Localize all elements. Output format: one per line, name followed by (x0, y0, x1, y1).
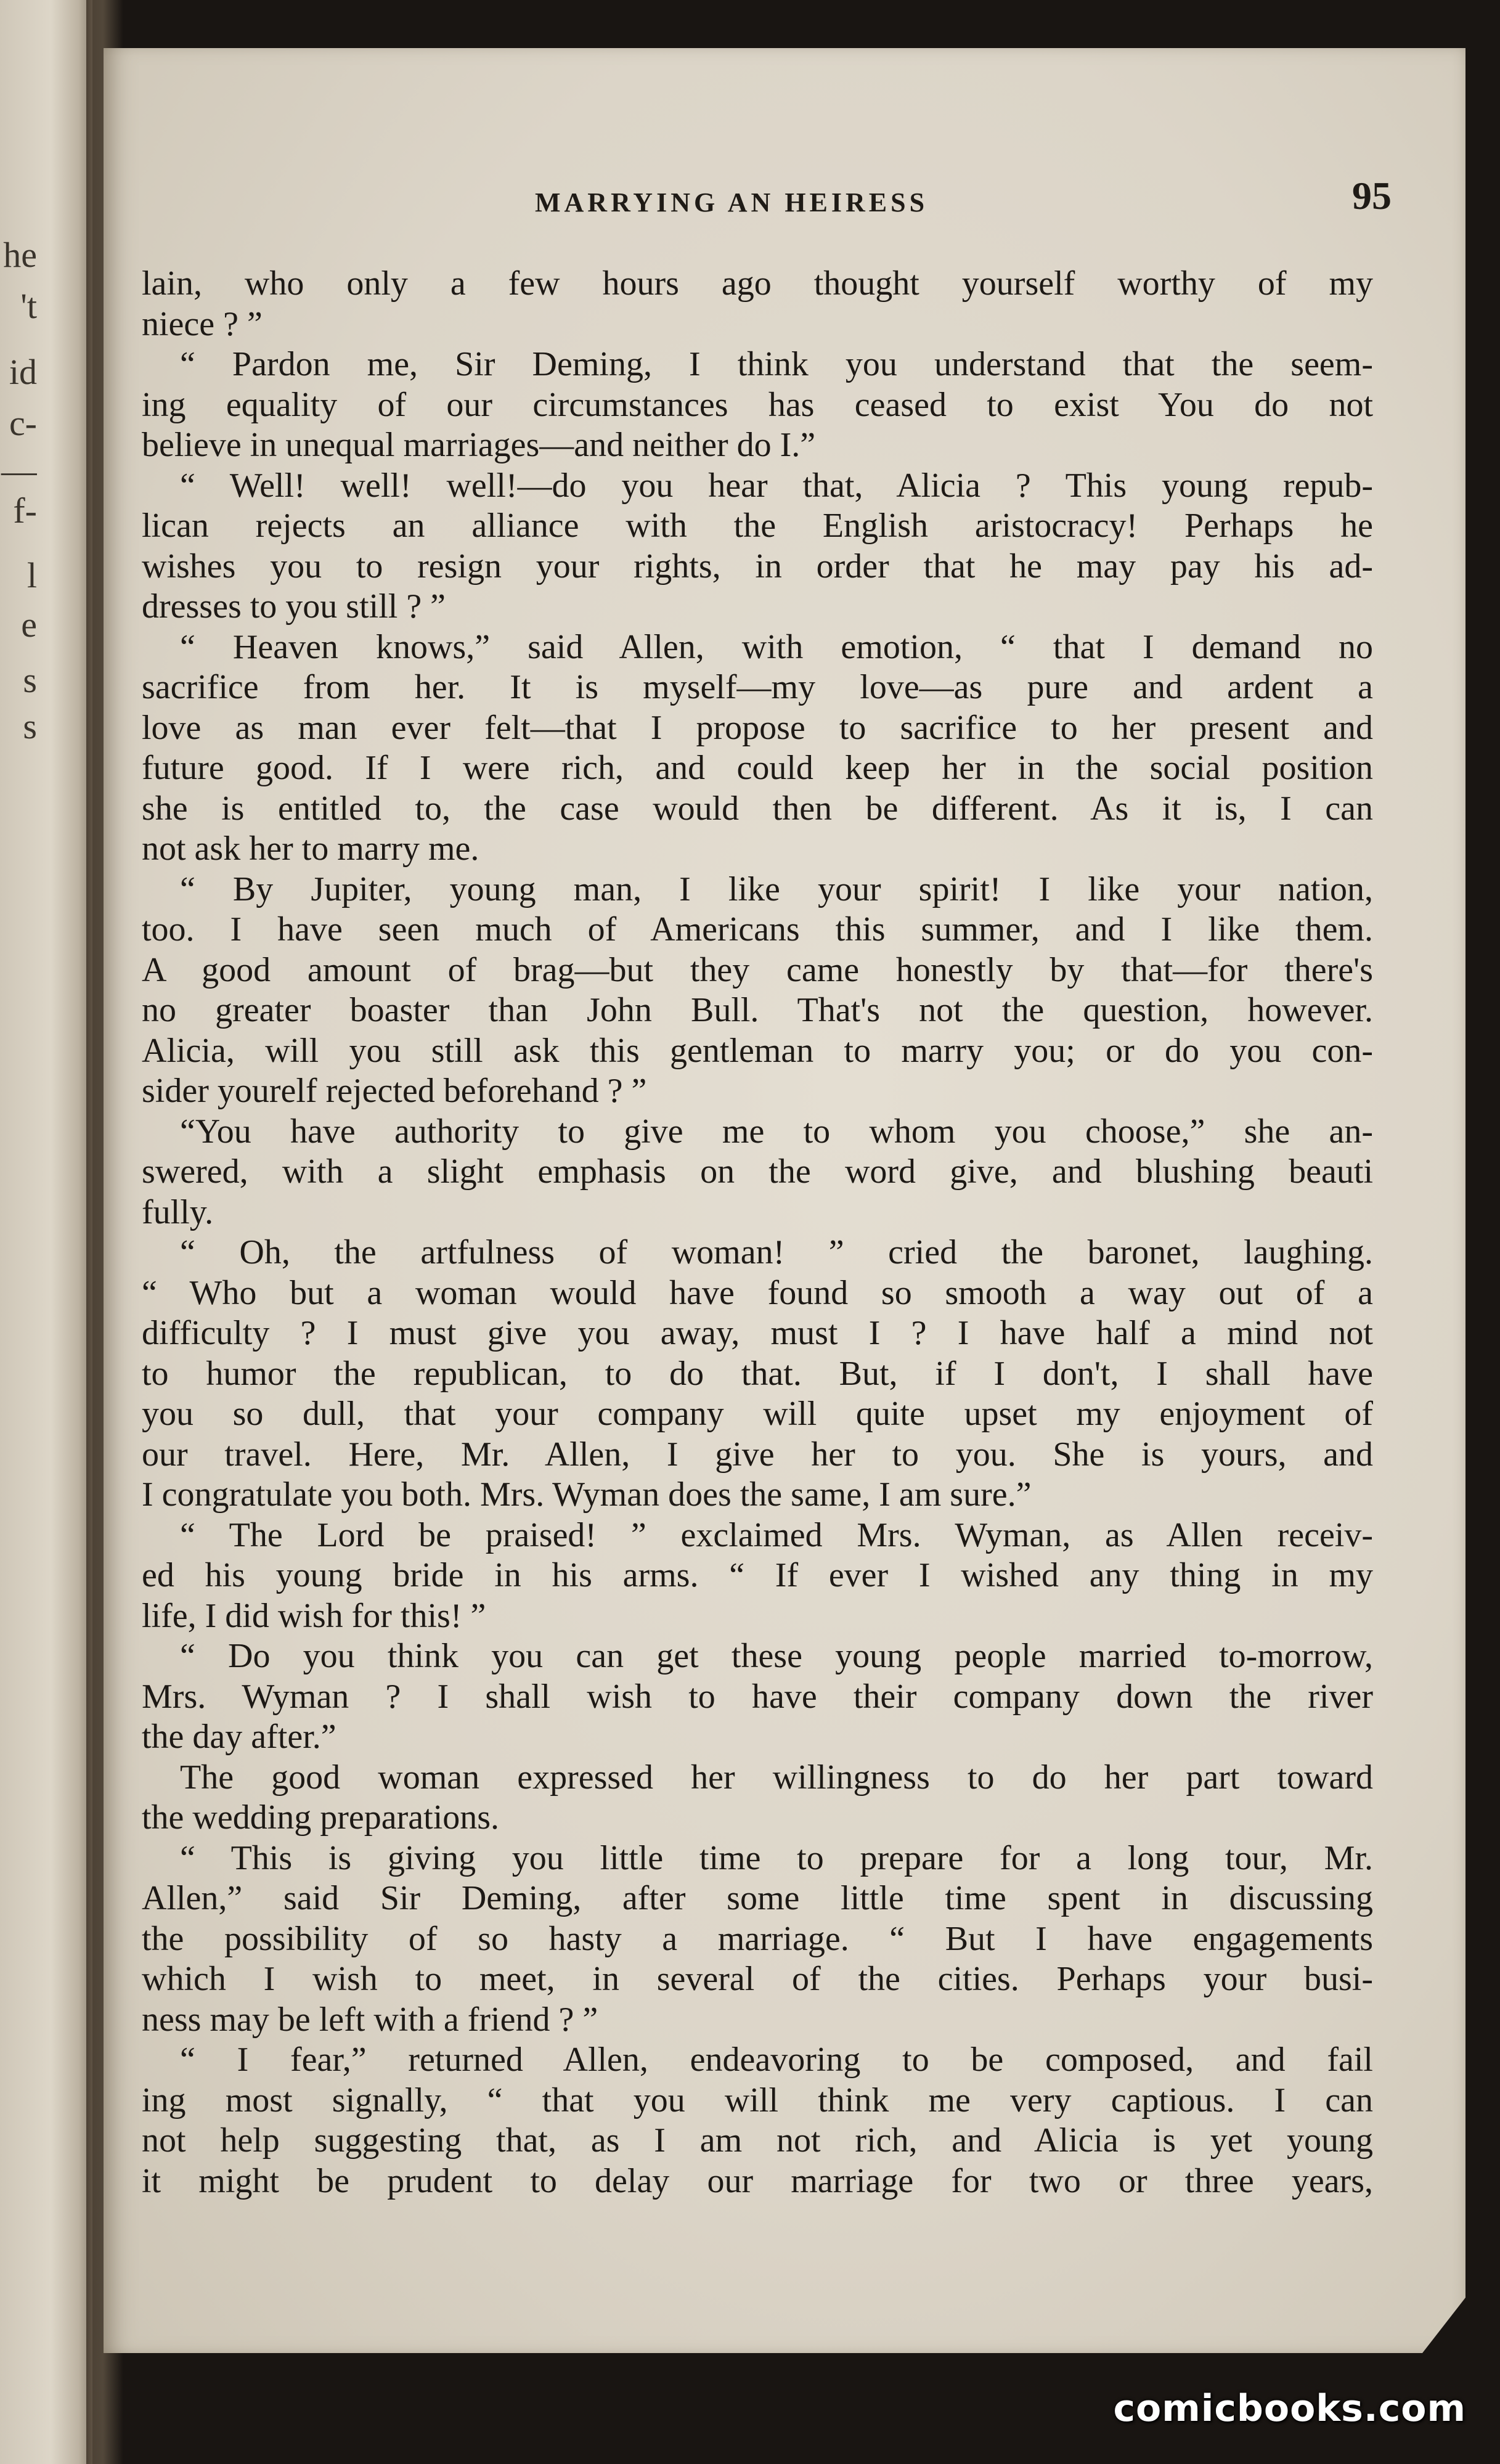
text-line: dresses to you still ? ” (142, 587, 446, 626)
previous-page-edge (0, 0, 92, 2464)
text-line: which I wish to meet, in several of the cities. Perhaps your busi- (142, 1960, 1373, 1998)
text-line: “ This is giving you little time to prepare for a long tour, Mr. (180, 1838, 1373, 1877)
text-line: fully. (142, 1193, 214, 1231)
text-line: Mrs. Wyman ? I shall wish to have their company down the river (142, 1677, 1373, 1716)
text-line: Allen,” said Sir Deming, after some little time spent in discussing (142, 1879, 1373, 1917)
text-line: ed his young bride in his arms. “ If ever I wished any thing in my (142, 1556, 1373, 1594)
previous-page-fragment: s (23, 663, 37, 698)
text-line: our travel. Here, Mr. Allen, I give her to you. She is yours, and (142, 1435, 1373, 1474)
previous-page-fragment: — (1, 453, 37, 489)
text-line: future good. If I were rich, and could keep her in the social position (142, 749, 1373, 787)
torn-corner (1422, 2298, 1465, 2353)
running-title: MARRYING AN HEIRESS (535, 187, 929, 218)
text-line: niece ? ” (142, 304, 263, 343)
text-line: “ The Lord be praised! ” exclaimed Mrs. Wyman, as Allen receiv- (180, 1516, 1373, 1554)
previous-page-fragment: s (23, 709, 37, 745)
text-line: wishes you to resign your rights, in order that he may pay his ad- (142, 547, 1373, 585)
text-line: she is entitled to, the case would then be different. As it is, I can (142, 789, 1373, 828)
text-line: lican rejects an alliance with the English aristocracy! Perhaps he (142, 507, 1373, 545)
previous-page-fragment: id (9, 354, 37, 390)
previous-page-fragment: l (26, 558, 37, 594)
text-line: I congratulate you both. Mrs. Wyman does the same, I am sure.” (142, 1475, 1032, 1514)
text-line: Alicia, will you still ask this gentleman to marry you; or do you con- (142, 1031, 1373, 1070)
text-line: difficulty ? I must give you away, must I ? I have half a mind not (142, 1314, 1373, 1352)
text-line: no greater boaster than John Bull. That's not the question, however. (142, 991, 1373, 1029)
text-line: “ Well! well! well!—do you hear that, Alicia ? This young repub- (180, 466, 1373, 505)
book-page (104, 48, 1465, 2353)
text-line: ing equality of our circumstances has ceased to exist You do not (142, 385, 1373, 424)
text-line: the day after.” (142, 1718, 336, 1756)
text-line: “ By Jupiter, young man, I like your spirit! I like your nation, (180, 870, 1373, 908)
text-line: “You have authority to give me to whom you choose,” she an- (180, 1112, 1373, 1151)
text-line: not help suggesting that, as I am not rich, and Alicia is yet young (142, 2121, 1373, 2160)
text-line: A good amount of brag—but they came honestly by that—for there's (142, 950, 1373, 989)
text-line: life, I did wish for this! ” (142, 1596, 486, 1635)
text-line: not ask her to marry me. (142, 830, 479, 868)
text-line: “ Heaven knows,” said Allen, with emotion, “ that I demand no (180, 627, 1373, 666)
text-line: it might be prudent to delay our marriage for two or three years, (142, 2161, 1373, 2200)
text-line: swered, with a slight emphasis on the word give, and blushing beauti (142, 1152, 1373, 1191)
text-line: “ Oh, the artfulness of woman! ” cried the baronet, laughing. (180, 1233, 1373, 1271)
text-line: ness may be left with a friend ? ” (142, 2000, 598, 2039)
text-line: “ I fear,” returned Allen, endeavoring to be composed, and fail (180, 2041, 1373, 2079)
body-text (142, 264, 1373, 2201)
text-line: ing most signally, “ that you will think me very captious. I can (142, 2081, 1373, 2119)
text-line: “ Do you think you can get these young people married to-morrow, (180, 1637, 1373, 1675)
text-line: the wedding preparations. (142, 1798, 500, 1837)
text-line: sacrifice from her. It is myself—my love—as pure and ardent a (142, 668, 1373, 706)
previous-page-fragment: he (3, 237, 37, 273)
text-line: lain, who only a few hours ago thought yourself worthy of my (142, 264, 1373, 303)
previous-page-fragment: e (21, 607, 37, 643)
text-line: love as man ever felt—that I propose to sacrifice to her present and (142, 708, 1373, 747)
text-line: “ Pardon me, Sir Deming, I think you understand that the seem- (180, 345, 1373, 383)
text-line: to humor the republican, to do that. But, if I don't, I shall have (142, 1354, 1373, 1393)
previous-page-fragment: c- (9, 406, 37, 441)
watermark: comicbooks.com (1113, 2387, 1466, 2430)
text-line: believe in unequal marriages—and neither do I.” (142, 426, 816, 464)
text-line: sider yourelf rejected beforehand ? ” (142, 1072, 647, 1110)
page-header (104, 174, 1465, 236)
page-number: 95 (1352, 174, 1392, 218)
text-line: too. I have seen much of Americans this summer, and I like them. (142, 910, 1373, 948)
text-line: “ Who but a woman would have found so smooth a way out of a (142, 1273, 1373, 1312)
previous-page-fragment: 't (20, 288, 37, 324)
text-line: you so dull, that your company will quite upset my enjoyment of (142, 1395, 1373, 1433)
text-line: the possibility of so hasty a marriage. “ But I have engagements (142, 1919, 1373, 1958)
text-line: The good woman expressed her willingness to do her part toward (180, 1758, 1373, 1797)
previous-page-fragment: f- (13, 493, 37, 529)
